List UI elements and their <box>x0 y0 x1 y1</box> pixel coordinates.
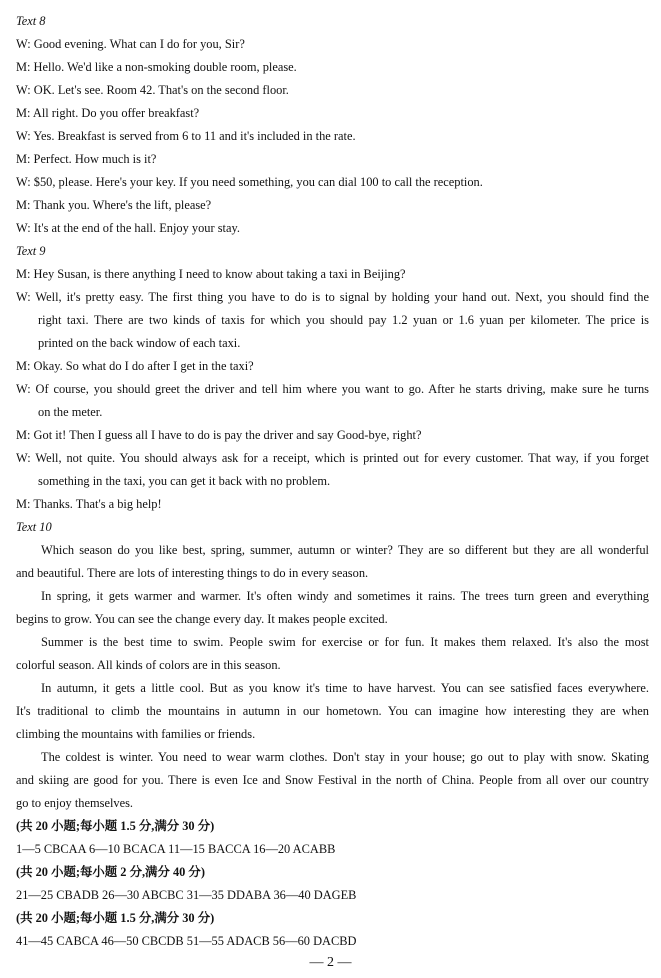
passage-line: Summer is the best time to swim. People swim for exercise or for fun. It makes them relaxed. It's also the most <box>41 635 649 649</box>
dialogue-line: M: Thank you. Where's the lift, please? <box>16 198 212 212</box>
text10-heading: Text 10 <box>16 520 52 534</box>
dialogue-line: W: Well, it's pretty easy. The first thing you have to do is to signal by holding your hand out. Next, you should find the <box>16 290 649 304</box>
dialogue-line: M: Hey Susan, is there anything I need to know about taking a taxi in Beijing? <box>16 267 406 281</box>
dialogue-line: M: Perfect. How much is it? <box>16 152 157 166</box>
answer-section-header: (共 20 小题;每小题 2 分,满分 40 分) <box>16 865 205 879</box>
dialogue-line: M: Got it! Then I guess all I have to do is pay the driver and say Good-bye, right? <box>16 428 422 442</box>
dialogue-line: M: Hello. We'd like a non-smoking double room, please. <box>16 60 297 74</box>
dialogue-line: M: Okay. So what do I do after I get in the taxi? <box>16 359 254 373</box>
passage-line: The coldest is winter. You need to wear warm clothes. Don't stay in your house; go out to play with snow. Skating <box>41 750 649 764</box>
page-number: — 2 — <box>309 955 352 970</box>
dialogue-line: M: Thanks. That's a big help! <box>16 497 162 511</box>
passage-line: climbing the mountains with families or friends. <box>16 727 256 741</box>
passage-line: In autumn, it gets a little cool. But as you know it's time to have harvest. You can see satisfied faces everywhere. <box>41 681 649 695</box>
passage-line: Which season do you like best, spring, summer, autumn or winter? They are so different but they are all wonderful <box>41 543 649 557</box>
dialogue-line: W: Of course, you should greet the driver and tell him where you want to go. After he starts driving, make sure he turns <box>16 382 649 396</box>
dialogue-line: W: Good evening. What can I do for you, Sir? <box>16 37 245 51</box>
passage-line: and skiing are good for you. There is even Ice and Snow Festival in the north of China. People from all over our country <box>16 773 649 787</box>
passage-line: In spring, it gets warmer and warmer. It's often windy and sometimes it rains. The trees turn green and everything <box>41 589 649 603</box>
dialogue-line-continued: right taxi. There are two kinds of taxis for which you should pay 1.2 yuan or 1.6 yuan per kilometer. The price is <box>38 313 649 327</box>
dialogue-line: M: All right. Do you offer breakfast? <box>16 106 200 120</box>
passage-line: colorful season. All kinds of colors are in this season. <box>16 658 281 672</box>
passage-line: and beautiful. There are lots of interesting things to do in every season. <box>16 566 369 580</box>
passage-line: go to enjoy themselves. <box>16 796 134 810</box>
answer-key-line: 1—5 CBCAA 6—10 BCACA 11—15 BACCA 16—20 ACABB <box>16 842 336 856</box>
dialogue-line: W: Yes. Breakfast is served from 6 to 11 and it's included in the rate. <box>16 129 356 143</box>
dialogue-line: W: $50, please. Here's your key. If you need something, you can dial 100 to call the reception. <box>16 175 483 189</box>
answer-key-line: 21—25 CBADB 26—30 ABCBC 31—35 DDABA 36—40 DAGEB <box>16 888 357 902</box>
dialogue-line-continued: on the meter. <box>38 405 103 419</box>
text9-heading: Text 9 <box>16 244 46 258</box>
passage-line: It's traditional to climb the mountains in autumn in our hometown. You can imagine how interesting they are when <box>16 704 649 718</box>
answer-key-line: 41—45 CABCA 46—50 CBCDB 51—55 ADACB 56—60 DACBD <box>16 934 357 948</box>
passage-line: begins to grow. You can see the change every day. It makes people excited. <box>16 612 388 626</box>
text8-heading: Text 8 <box>16 14 46 28</box>
dialogue-line-continued: printed on the back window of each taxi. <box>38 336 241 350</box>
answer-section-header: (共 20 小题;每小题 1.5 分,满分 30 分) <box>16 819 215 833</box>
answer-section-header: (共 20 小题;每小题 1.5 分,满分 30 分) <box>16 911 215 925</box>
dialogue-line: W: It's at the end of the hall. Enjoy your stay. <box>16 221 240 235</box>
dialogue-line: W: OK. Let's see. Room 42. That's on the second floor. <box>16 83 289 97</box>
dialogue-line: W: Well, not quite. You should always ask for a receipt, which is printed out for every customer. That way, if you forget <box>16 451 649 465</box>
dialogue-line-continued: something in the taxi, you can get it back with no problem. <box>38 474 331 488</box>
